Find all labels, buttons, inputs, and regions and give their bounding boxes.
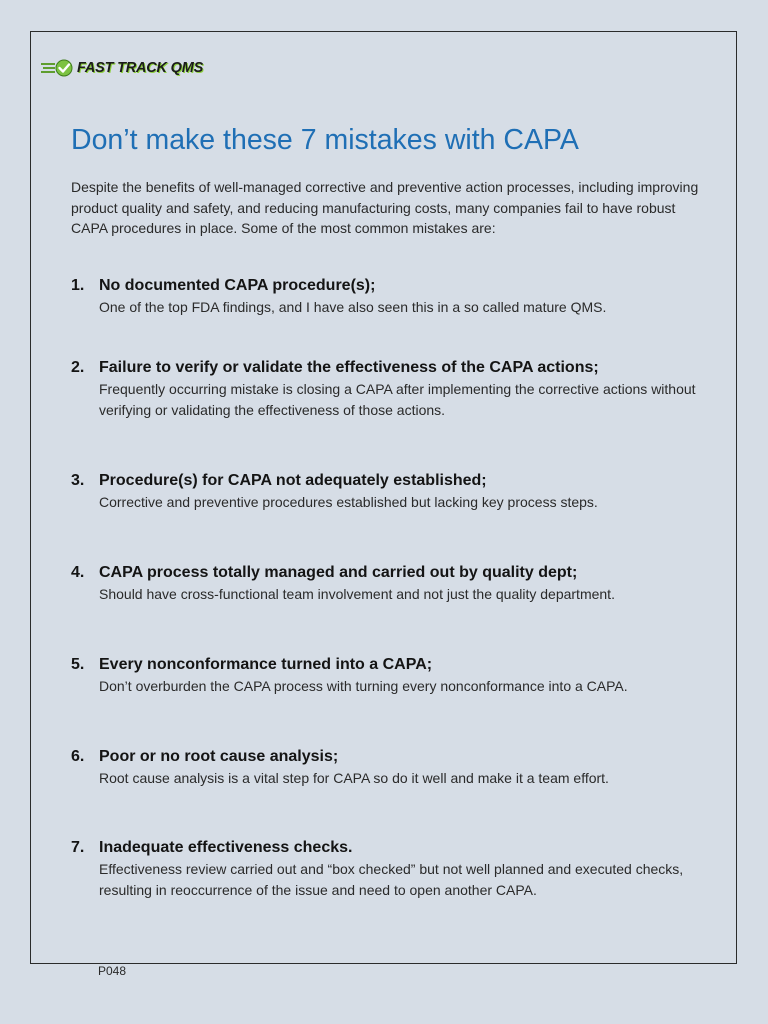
- mistake-heading: Every nonconformance turned into a CAPA;: [99, 656, 433, 673]
- mistake-item-6: [71, 747, 711, 789]
- mistake-heading: No documented CAPA procedure(s);: [99, 277, 376, 294]
- mistake-number: 7.: [71, 839, 85, 856]
- mistake-item-3: [71, 471, 711, 513]
- logo-text: FAST TRACK QMS: [77, 60, 204, 76]
- mistake-description: Root cause analysis is a vital step for CAPA so do it well and make it a team effort.: [99, 770, 609, 786]
- logo: [41, 58, 203, 78]
- mistake-number: 5.: [71, 656, 85, 673]
- mistake-number: 1.: [71, 277, 85, 294]
- mistake-heading: Failure to verify or validate the effectiveness of the CAPA actions;: [99, 359, 599, 376]
- mistake-item-5: [71, 655, 711, 697]
- mistake-number: 2.: [71, 359, 85, 376]
- mistake-description: Effectiveness review carried out and “box checked” but not well planned and executed checks, resulting in reoccurrence of the issue and need to open another CAPA.: [99, 861, 684, 898]
- mistake-description: Frequently occurring mistake is closing a CAPA after implementing the corrective actions without verifying or validating the effectiveness of those actions.: [99, 381, 696, 418]
- intro-paragraph: Despite the benefits of well-managed corrective and preventive action processes, including improving product quality and safety, and reducing manufacturing costs, many companies fail to have robust CAPA procedures in place. Some of the most common mistakes are:: [71, 179, 699, 236]
- page-title: Don’t make these 7 mistakes with CAPA: [71, 124, 579, 156]
- speed-check-icon: [41, 58, 75, 78]
- mistake-item-7: [71, 838, 711, 900]
- mistake-item-2: [71, 358, 711, 420]
- mistake-heading: Inadequate effectiveness checks.: [99, 839, 353, 856]
- document-code: P048: [98, 964, 127, 978]
- mistake-number: 6.: [71, 748, 85, 765]
- mistake-description: Should have cross-functional team involvement and not just the quality department.: [99, 586, 615, 602]
- mistake-number: 4.: [71, 564, 85, 581]
- document-page: [30, 31, 737, 978]
- mistake-item-4: [71, 563, 711, 605]
- mistake-item-1: [71, 276, 711, 318]
- mistake-description: Corrective and preventive procedures established but lacking key process steps.: [99, 494, 598, 510]
- mistake-description: One of the top FDA findings, and I have also seen this in a so called mature QMS.: [99, 299, 607, 315]
- mistake-description: Don’t overburden the CAPA process with turning every nonconformance into a CAPA.: [99, 678, 628, 694]
- mistake-heading: CAPA process totally managed and carried out by quality dept;: [99, 564, 578, 581]
- mistake-number: 3.: [71, 472, 85, 489]
- mistake-heading: Poor or no root cause analysis;: [99, 748, 339, 765]
- mistake-heading: Procedure(s) for CAPA not adequately established;: [99, 472, 487, 489]
